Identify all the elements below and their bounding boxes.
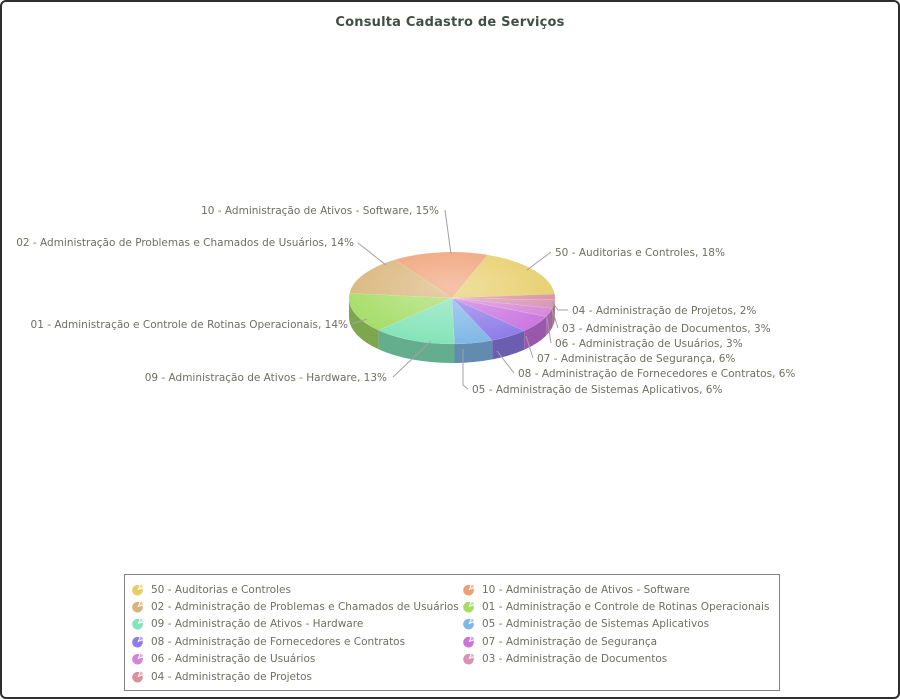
callout-line xyxy=(358,243,386,265)
legend-item-label: 09 - Administração de Ativos - Hardware xyxy=(151,618,364,631)
pie-slice-icon xyxy=(131,652,145,666)
slice-callout-label: 01 - Administração e Controle de Rotinas Operacionais, 14% xyxy=(30,319,348,331)
pie-slice-icon xyxy=(462,617,476,631)
pie-slice-icon xyxy=(131,600,145,614)
legend-item-label: 02 - Administração de Problemas e Chamados de Usuários xyxy=(151,601,459,614)
pie-slice-icon xyxy=(462,583,476,597)
slice-callout-label: 06 - Administração de Usuários, 3% xyxy=(555,338,743,350)
legend-item xyxy=(129,598,460,615)
legend-item xyxy=(460,616,769,633)
legend-item xyxy=(460,651,769,668)
legend-item xyxy=(129,581,460,598)
pie-slice-icon xyxy=(462,635,476,649)
legend-item xyxy=(129,633,460,650)
legend-item xyxy=(460,633,769,650)
legend-item-label: 01 - Administração e Controle de Rotinas Operacionais xyxy=(482,601,770,614)
slice-callout-label: 08 - Administração de Fornecedores e Contratos, 6% xyxy=(518,368,796,380)
legend-item xyxy=(129,616,460,633)
slice-callout-label: 04 - Administração de Projetos, 2% xyxy=(572,305,757,317)
pie-slice-icon xyxy=(462,652,476,666)
slice-callout-label: 50 - Auditorias e Controles, 18% xyxy=(555,247,725,259)
legend-item-label: 03 - Administração de Documentos xyxy=(482,653,668,666)
pie-sheen xyxy=(349,252,555,344)
legend-item xyxy=(460,581,769,598)
slice-callout-label: 02 - Administração de Problemas e Chamados de Usuários, 14% xyxy=(16,237,354,249)
legend-item-label: 08 - Administração de Fornecedores e Contratos xyxy=(151,635,406,648)
slice-callout-label: 09 - Administração de Ativos - Hardware, 13% xyxy=(144,372,387,384)
legend-item-label: 05 - Administração de Sistemas Aplicativos xyxy=(482,618,710,631)
pie-chart-canvas xyxy=(2,2,900,562)
pie-slice-icon xyxy=(131,583,145,597)
legend-column xyxy=(129,581,460,686)
legend-column xyxy=(460,581,769,686)
legend-item-label: 50 - Auditorias e Controles xyxy=(151,583,291,596)
legend-item xyxy=(129,668,460,685)
pie-slice-icon xyxy=(131,617,145,631)
legend-item-label: 10 - Administração de Ativos - Software xyxy=(482,583,690,596)
legend-item-label: 06 - Administração de Usuários xyxy=(151,653,316,666)
pie-slice-icon xyxy=(131,670,145,684)
callout-line xyxy=(527,252,551,270)
chart-legend xyxy=(124,574,780,691)
pie-slice-icon xyxy=(131,635,145,649)
legend-item xyxy=(129,651,460,668)
slice-callout-label: 05 - Administração de Sistemas Aplicativos, 6% xyxy=(472,384,723,396)
slice-callout-label: 03 - Administração de Documentos, 3% xyxy=(562,323,771,335)
page-title: Consulta Cadastro de Serviços xyxy=(335,15,565,30)
pie-slice-icon xyxy=(462,600,476,614)
slice-callout-label: 10 - Administração de Ativos - Software, 15% xyxy=(201,205,439,217)
slice-callout-label: 07 - Administração de Segurança, 6% xyxy=(537,353,736,365)
callout-line xyxy=(445,210,451,254)
legend-item-label: 07 - Administração de Segurança xyxy=(482,635,658,648)
legend-item-label: 04 - Administração de Projetos xyxy=(151,670,313,683)
legend-item xyxy=(460,598,769,615)
